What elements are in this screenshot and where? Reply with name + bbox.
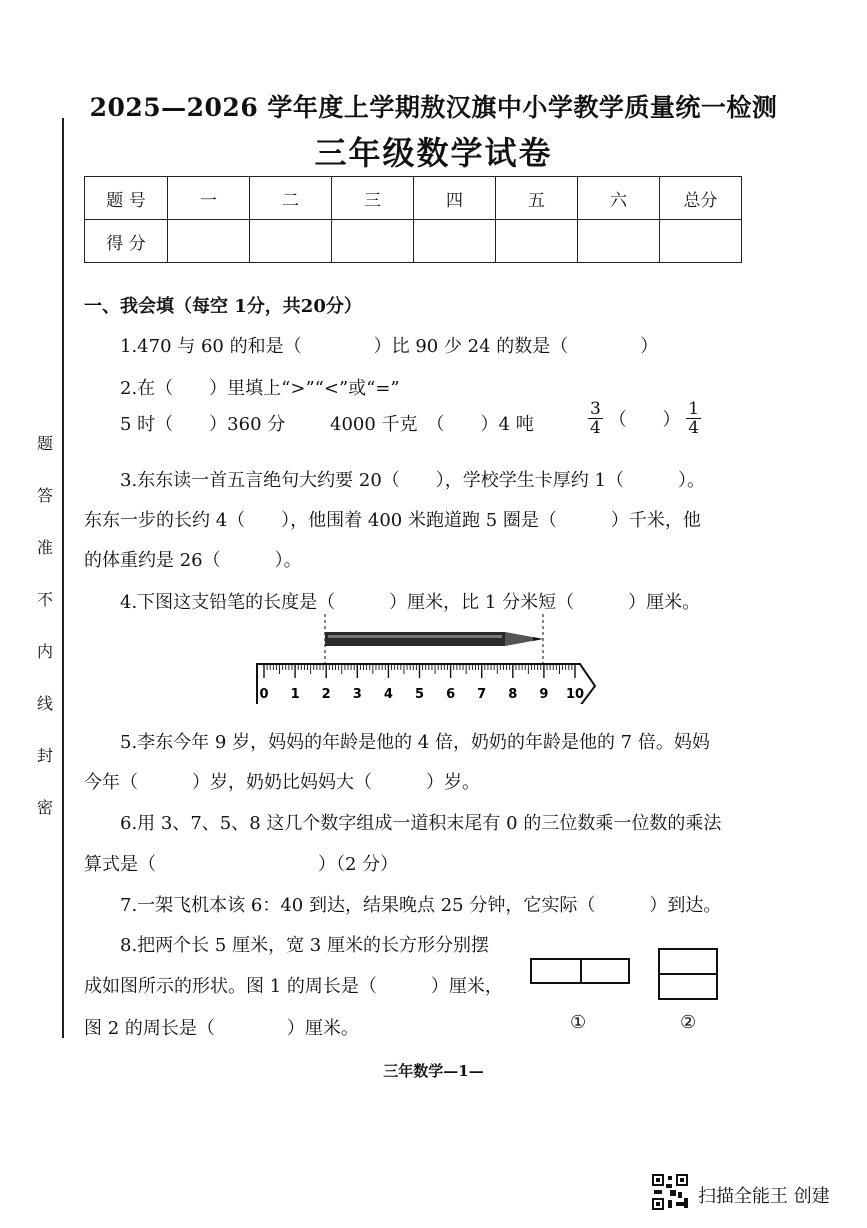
question-1: 1.470 与 60 的和是（ ）比 90 少 24 的数是（ ）: [120, 336, 659, 357]
figure-1-label: ①: [570, 1012, 587, 1033]
ruler-tick-label: 6: [446, 687, 456, 702]
margin-char: 答: [36, 486, 53, 505]
question-4: 4.下图这支铅笔的长度是（ ）厘米，比 1 分米短（ ）厘米。: [120, 592, 701, 613]
ruler-tick-label: 0: [259, 687, 269, 702]
margin-char: 题: [36, 434, 53, 453]
question-5-line2: 今年（ ）岁，奶奶比妈妈大（ ）岁。: [84, 772, 480, 793]
fraction-numerator: 1: [688, 399, 700, 419]
section-title: 一、我会填（每空 1分，共20分）: [84, 296, 362, 317]
ruler-tick-label: 8: [508, 687, 518, 702]
pencil-ruler-figure: [250, 614, 610, 704]
score-header-cell: 总分: [660, 177, 742, 220]
page-footer: 三年数学—1—: [383, 1062, 484, 1080]
score-table-score-row: [85, 220, 742, 263]
ruler-tick-label: 1: [290, 687, 300, 702]
fraction-left: [588, 400, 603, 437]
question-3-line2: 东东一步的长约 4（ ），他围着 400 米跑道跑 5 圈是（ ）千米，他: [84, 510, 701, 531]
ruler-tick-label: 9: [539, 687, 549, 702]
ruler: [257, 664, 595, 704]
question-5-line1: 5.李东今年 9 岁，妈妈的年龄是他的 4 倍，奶奶的年龄是他的 7 倍。妈妈: [120, 732, 710, 753]
score-header-cell: 三: [332, 177, 414, 220]
question-2-a: 5 时（ ）360 分: [120, 414, 286, 435]
figure-2-label: ②: [680, 1012, 697, 1033]
margin-char: 不: [36, 590, 53, 609]
qr-code-icon: [650, 1172, 690, 1212]
score-cell[interactable]: [168, 220, 250, 263]
ruler-tick-label: 7: [477, 687, 487, 702]
score-cell[interactable]: [578, 220, 660, 263]
question-2-c: [588, 400, 701, 437]
comparison-blank: （ ）: [608, 409, 681, 431]
score-header-cell: 四: [414, 177, 496, 220]
figure-2-divider: [660, 973, 716, 975]
score-header-cell: 五: [496, 177, 578, 220]
ruler-tick-label: 3: [352, 687, 362, 702]
scanner-watermark: 扫描全能王 创建: [698, 1186, 830, 1207]
score-cell[interactable]: [414, 220, 496, 263]
question-2-intro: 2.在（ ）里填上“>”“<”或“=”: [120, 378, 400, 399]
score-row-label: 得 分: [85, 220, 168, 263]
fraction-denominator: 4: [590, 418, 601, 438]
score-header-cell: 题 号: [85, 177, 168, 220]
margin-char: 准: [36, 538, 53, 557]
ruler-tick-label: 2: [321, 687, 331, 702]
pencil-icon: [325, 632, 543, 646]
binding-line: [62, 118, 64, 1038]
score-cell[interactable]: [660, 220, 742, 263]
fraction-denominator: 4: [688, 418, 700, 438]
binding-margin-label: [36, 418, 54, 834]
ruler-tick-label: 10: [565, 687, 585, 702]
figure-1-divider: [580, 960, 582, 982]
figure-1-rectangles: [530, 958, 630, 984]
fraction-numerator: 3: [590, 399, 601, 419]
question-3-line3: 的体重约是 26（ ）。: [84, 550, 302, 571]
question-8-line3: 图 2 的周长是（ ）厘米。: [84, 1018, 359, 1039]
score-header-cell: 一: [168, 177, 250, 220]
margin-char: 线: [36, 694, 53, 713]
score-cell[interactable]: [332, 220, 414, 263]
ruler-tick-label: 5: [414, 687, 425, 702]
margin-char: 封: [36, 746, 53, 765]
score-cell[interactable]: [250, 220, 332, 263]
exam-subtitle: 三年级数学试卷: [314, 134, 553, 172]
question-6-line1: 6.用 3、7、5、8 这几个数字组成一道积末尾有 0 的三位数乘一位数的乘法: [120, 813, 722, 834]
score-table: [84, 176, 742, 263]
question-2-b: 4000 千克 （ ）4 吨: [330, 414, 534, 435]
fraction-right: [686, 400, 701, 437]
ruler-tick-label: 4: [383, 687, 393, 702]
question-6-line2: 算式是（ ）（2 分）: [84, 854, 399, 875]
margin-char: 密: [36, 798, 53, 817]
score-header-cell: 六: [578, 177, 660, 220]
figure-2-rectangles: [658, 948, 718, 1000]
question-3-line1: 3.东东读一首五言绝句大约要 20（ ），学校学生卡厚约 1（ ）。: [120, 470, 705, 491]
score-cell[interactable]: [496, 220, 578, 263]
question-8-line1: 8.把两个长 5 厘米，宽 3 厘米的长方形分别摆: [120, 935, 489, 956]
margin-char: 内: [36, 642, 53, 661]
exam-title: 2025—2026 学年度上学期敖汉旗中小学教学质量统一检测: [89, 93, 778, 122]
score-table-header-row: [85, 177, 742, 220]
score-header-cell: 二: [250, 177, 332, 220]
question-8-line2: 成如图所示的形状。图 1 的周长是（ ）厘米，: [84, 976, 503, 997]
question-7: 7.一架飞机本该 6：40 到达，结果晚点 25 分钟，它实际（ ）到达。: [120, 895, 722, 916]
